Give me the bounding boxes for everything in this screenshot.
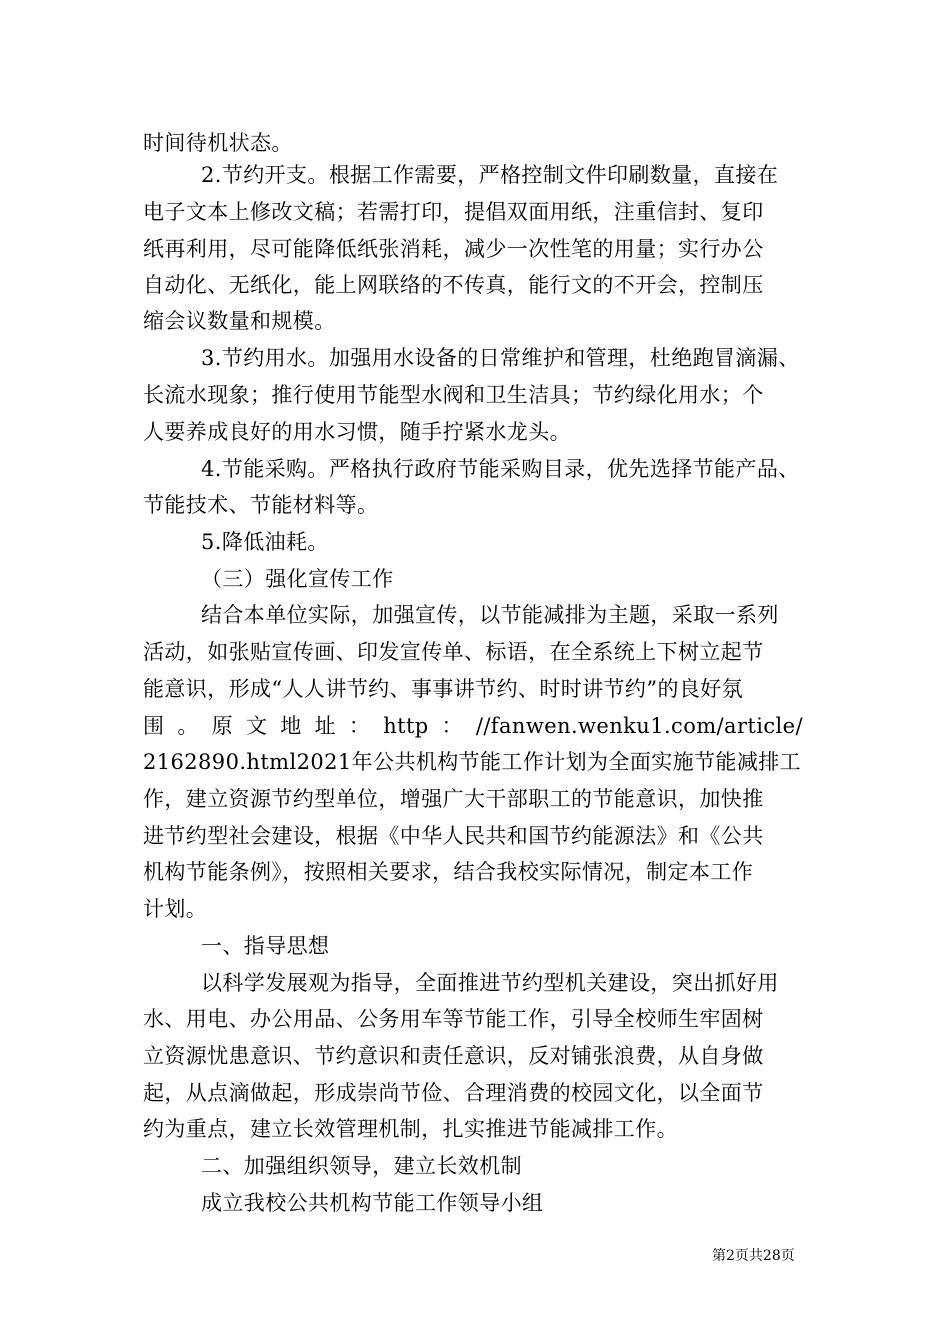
text-line: 结合本单位实际，加强宣传，以节能减排为主题，采取一系列 [201, 603, 779, 627]
text-line: 长流水现象；推行使用节能型水阀和卫生洁具；节约绿化用水；个 [143, 383, 764, 407]
page-number-footer: 第2页共28页 [712, 1248, 795, 1264]
text-line: 电子文本上修改文稿；若需打印，提倡双面用纸，注重信封、复印 [143, 200, 764, 224]
text-line: 2.节约开支。根据工作需要，严格控制文件印刷数量，直接在 [201, 163, 779, 187]
text-line: 起，从点滴做起，形成崇尚节俭、合理消费的校园文化，以全面节 [143, 1081, 764, 1105]
text-line: 作，建立资源节约型单位，增强广大干部职工的节能意识，加快推 [143, 787, 764, 811]
section-heading: 二、加强组织领导，建立长效机制 [201, 1154, 522, 1178]
text-line: 2162890.html2021年公共机构节能工作计划为全面实施节能减排工 [143, 750, 802, 774]
text-line: 以科学发展观为指导，全面推进节约型机关建设，突出抓好用 [201, 971, 779, 995]
text-line: 纸再利用，尽可能降低纸张消耗，减少一次性笔的用量；实行办公 [143, 237, 764, 261]
text-line: 4.节能采购。严格执行政府节能采购目录，优先选择节能产品、 [201, 457, 800, 481]
spread-token: //fanwen.wenku1.com/article/ [475, 714, 803, 738]
spread-token: 。 [177, 714, 199, 738]
text-line: 时间待机状态。 [143, 131, 293, 155]
text-line: 进节约型社会建设，根据《中华人民共和国节约能源法》和《公共 [143, 824, 764, 848]
text-line: 节能技术、节能材料等。 [143, 493, 379, 517]
section-heading: 一、指导思想 [201, 934, 330, 958]
text-line: 自动化、无纸化，能上网联络的不传真，能行文的不开会，控制压 [143, 273, 764, 297]
text-line: 计划。 [143, 897, 208, 921]
spread-token: ： [441, 714, 463, 738]
spread-token: 地 [280, 714, 302, 738]
text-line: 成立我校公共机构节能工作领导小组 [201, 1191, 544, 1215]
text-line: 5.降低油耗。 [201, 530, 329, 554]
text-line: 约为重点，建立长效管理机制，扎实推进节能减排工作。 [143, 1117, 678, 1141]
text-line: 立资源忧患意识、节约意识和责任意识，反对铺张浪费，从自身做 [143, 1044, 764, 1068]
text-line: 人要养成良好的用水习惯，随手拧紧水龙头。 [143, 420, 571, 444]
text-line-spread [143, 711, 803, 741]
text-line: 能意识，形成“人人讲节约、事事讲节约、时时讲节约”的良好氛 [143, 677, 744, 701]
text-line: 机构节能条例》，按照相关要求，结合我校实际情况，制定本工作 [143, 860, 754, 884]
text-line: 缩会议数量和规模。 [143, 309, 336, 333]
spread-token: 围 [143, 714, 165, 738]
spread-token: ： [348, 714, 371, 738]
spread-token: 文 [245, 714, 268, 738]
spread-token: 址 [314, 714, 336, 738]
spread-token: 原 [211, 714, 234, 738]
text-line: 3.节约用水。加强用水设备的日常维护和管理，杜绝跑冒滴漏、 [201, 346, 800, 370]
spread-token: http [383, 714, 429, 738]
text-line: 活动，如张贴宣传画、印发宣传单、标语，在全系统上下树立起节 [143, 640, 764, 664]
text-line: 水、用电、办公用品、公务用车等节能工作，引导全校师生牢固树 [143, 1007, 764, 1031]
section-heading: （三）强化宣传工作 [201, 567, 394, 591]
